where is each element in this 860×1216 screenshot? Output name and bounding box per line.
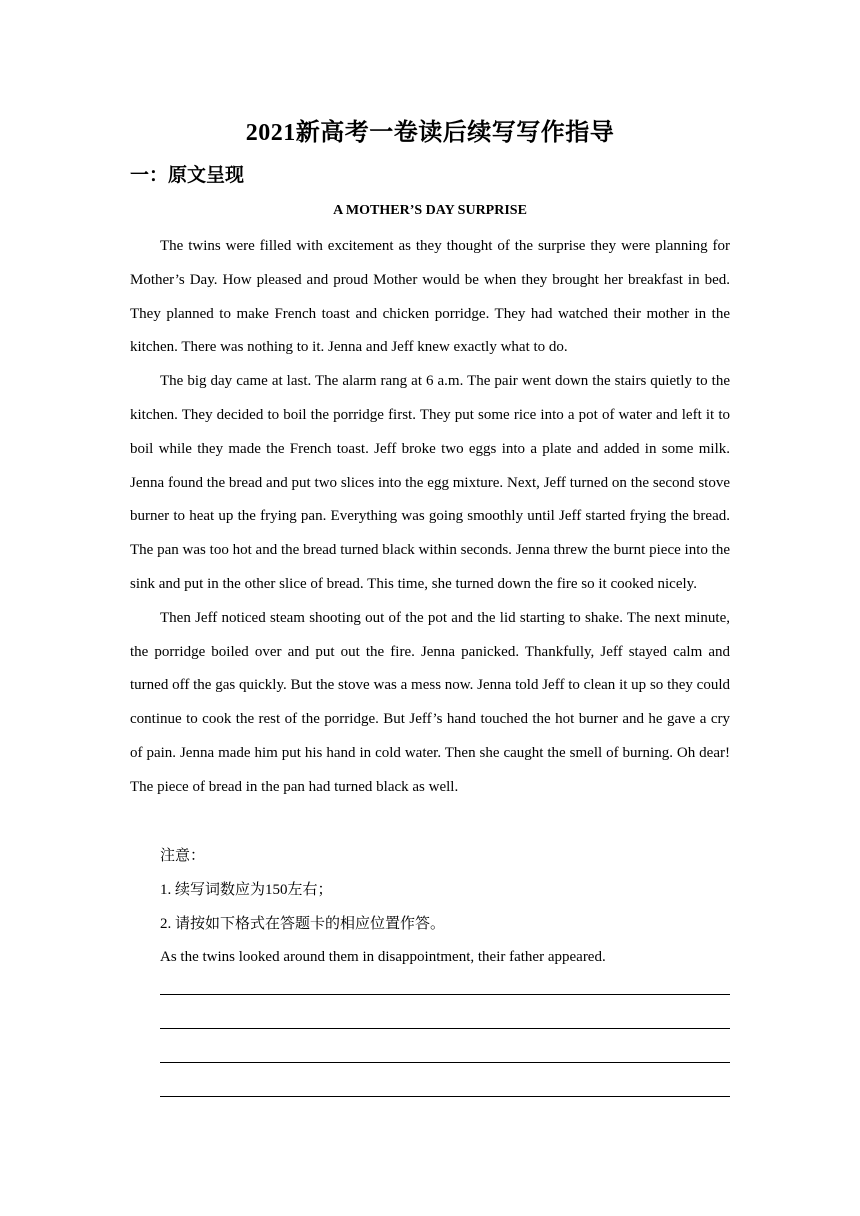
notes-section [160, 840, 730, 975]
answer-line [160, 994, 730, 995]
notes-item-2: 2. 请按如下格式在答题卡的相应位置作答。 [160, 915, 446, 932]
answer-line [160, 1062, 730, 1063]
story-title: A MOTHER’S DAY SURPRISE [333, 203, 527, 218]
answer-line [160, 1096, 730, 1097]
section-heading: 一：原文呈现 [130, 165, 245, 186]
story-paragraph-2: The big day came at last. The alarm rang at 6 a.m. The pair went down the stairs quietly to the kitchen. They decided to boil the porridge first. They put some rice into a pot of water and left it to boil while they made the French toast. Jeff broke two eggs into a plate and added in some milk. Jenna found the bread and put two slices into the egg mixture. Next, Jeff turned on the second stove burner to heat up the frying pan. Everything was going smoothly until Jeff started frying the bread. The pan was too hot and the bread turned black within seconds. Jenna threw the burnt piece into the sink and put in the other slice of bread. This time, she turned down the fire so it cooked nicely. [130, 373, 730, 592]
story-paragraph-3: Then Jeff noticed steam shooting out of the pot and the lid starting to shake. The next minute, the porridge boiled over and put out the fire. Jenna panicked. Thankfully, Jeff stayed calm and turned off the gas quickly. But the stove was a mess now. Jenna told Jeff to clean it up so they could continue to cook the rest of the porridge. But Jeff’s hand touched the hot burner and he gave a cry of pain. Jenna made him put his hand in cold water. Then she caught the smell of burning. Oh dear! The piece of bread in the pan had turned black as well. [130, 609, 730, 795]
document-title: 2021新高考一卷读后续写写作指导 [245, 120, 615, 146]
continuation-prompt: As the twins looked around them in disappointment, their father appeared. [160, 949, 606, 966]
story-body [130, 230, 730, 805]
answer-line [160, 1028, 730, 1029]
story-paragraph-1: The twins were filled with excitement as they thought of the surprise they were planning for Mother’s Day. How pleased and proud Mother would be when they brought her breakfast in bed. They planned to make French toast and chicken porridge. They had watched their mother in the kitchen. There was nothing to it. Jenna and Jeff knew exactly what to do. [130, 238, 730, 356]
notes-item-1: 1. 续写词数应为150左右； [160, 881, 333, 898]
notes-label: 注意： [160, 848, 206, 864]
